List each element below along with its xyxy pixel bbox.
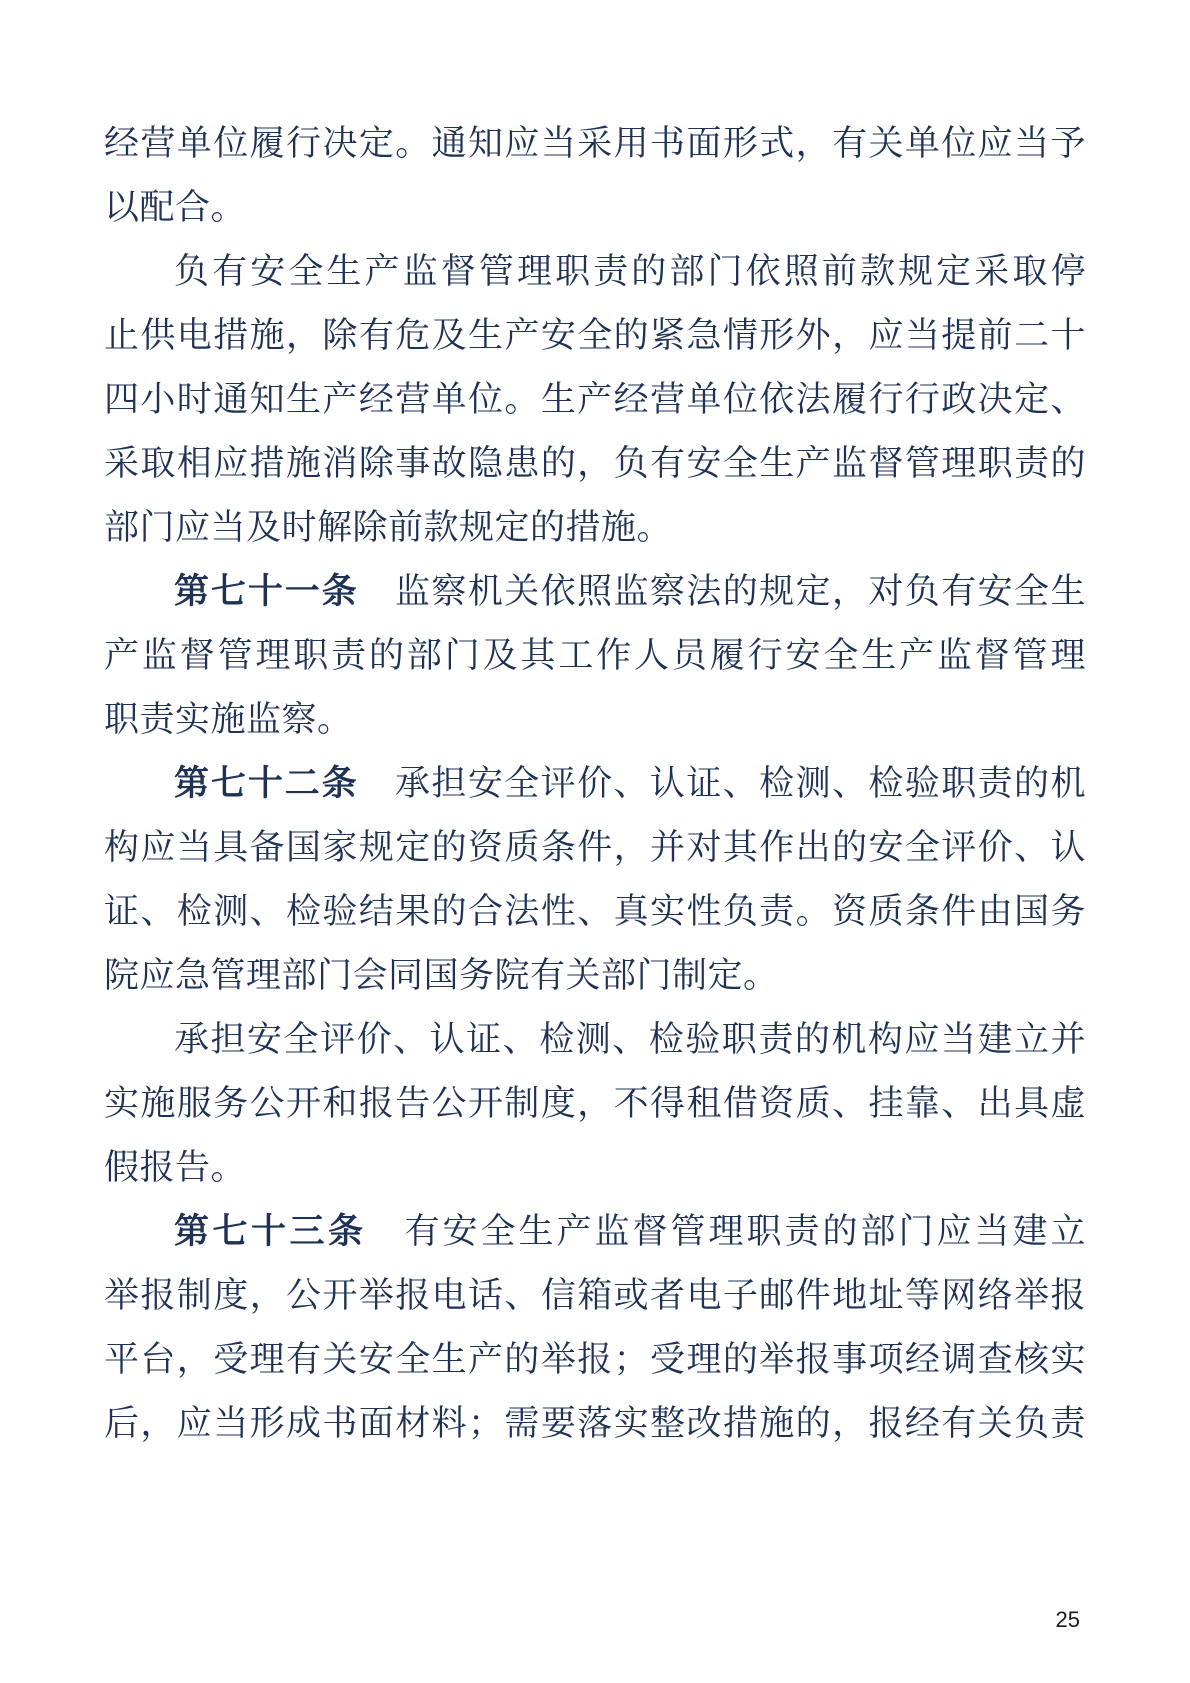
text-line: 承担安全评价、认证、检测、检验职责的机构应当建立并 [174, 1020, 1086, 1059]
text-line: 证、检测、检验结果的合法性、真实性负责。资质条件由国务 [104, 892, 1086, 931]
text-line: 举报制度，公开举报电话、信箱或者电子邮件地址等网络举报 [104, 1276, 1086, 1315]
text-line: 后，应当形成书面材料；需要落实整改措施的，报经有关负责 [104, 1404, 1086, 1443]
text-line: 院应急管理部门会同国务院有关部门制定。 [104, 956, 779, 995]
text-line: 采取相应措施消除事故隐患的，负有安全生产监督管理职责的 [104, 444, 1086, 483]
text-line: 平台，受理有关安全生产的举报；受理的举报事项经调查核实 [104, 1340, 1086, 1379]
document-lines [104, 112, 1086, 1456]
text-line: 负有安全生产监督管理职责的部门依照前款规定采取停 [174, 252, 1086, 291]
text-line: 职责实施监察。 [104, 700, 353, 739]
text-line: 第七十一条 监察机关依照监察法的规定，对负有安全生 [174, 572, 1086, 611]
page-number: 25 [1055, 1607, 1080, 1632]
text-line: 止供电措施，除有危及生产安全的紧急情形外，应当提前二十 [104, 316, 1086, 355]
text-line: 部门应当及时解除前款规定的措施。 [104, 508, 673, 547]
text-line: 第七十二条 承担安全评价、认证、检测、检验职责的机 [174, 764, 1086, 803]
text-line: 实施服务公开和报告公开制度，不得租借资质、挂靠、出具虚 [104, 1084, 1086, 1123]
text-line: 产监督管理职责的部门及其工作人员履行安全生产监督管理 [104, 636, 1086, 675]
article-number: 第七十三条 [174, 1212, 367, 1251]
text-line: 第七十三条 有安全生产监督管理职责的部门应当建立 [174, 1212, 1086, 1251]
article-number: 第七十二条 [174, 764, 359, 803]
text-line: 假报告。 [104, 1148, 247, 1187]
article-number: 第七十一条 [174, 572, 359, 611]
text-line: 四小时通知生产经营单位。生产经营单位依法履行行政决定、 [104, 380, 1086, 419]
text-line: 以配合。 [104, 188, 247, 227]
text-line: 经营单位履行决定。通知应当采用书面形式，有关单位应当予 [104, 124, 1086, 163]
text-line: 构应当具备国家规定的资质条件，并对其作出的安全评价、认 [104, 828, 1086, 867]
